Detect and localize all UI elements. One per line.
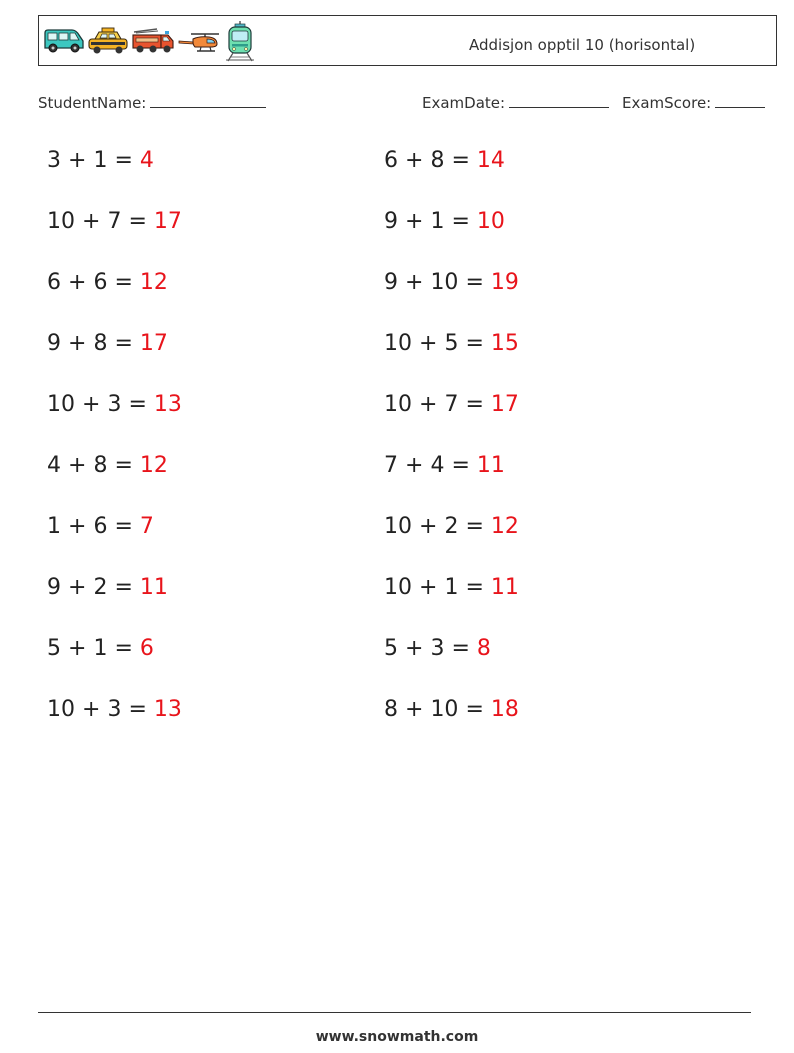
operator: +	[82, 392, 101, 417]
operand-b: 5	[444, 331, 459, 356]
operand-b: 7	[107, 209, 122, 234]
answer: 7	[139, 514, 154, 539]
problem-row	[384, 514, 519, 539]
helicopter-icon	[177, 27, 221, 55]
problem-row	[384, 575, 519, 600]
exam-score-label: ExamScore:	[622, 94, 712, 112]
operand-a: 10	[384, 331, 412, 356]
problem-row	[384, 270, 519, 295]
worksheet-header	[38, 15, 777, 66]
operator: +	[68, 514, 87, 539]
problem-row	[47, 453, 168, 478]
equals-sign: =	[128, 392, 147, 417]
operand-a: 10	[47, 697, 75, 722]
equals-sign: =	[114, 453, 133, 478]
operator: +	[419, 575, 438, 600]
operator: +	[419, 331, 438, 356]
worksheet-title: Addisjon opptil 10 (horisontal)	[469, 36, 696, 54]
answer: 11	[490, 575, 519, 600]
answer: 4	[139, 148, 154, 173]
operator: +	[68, 270, 87, 295]
equals-sign: =	[114, 636, 133, 661]
operand-a: 3	[47, 148, 61, 173]
vehicle-icons	[42, 20, 259, 62]
operator: +	[419, 514, 438, 539]
equals-sign: =	[465, 514, 484, 539]
problem-row	[47, 270, 168, 295]
problem-row	[47, 575, 168, 600]
operand-a: 10	[47, 209, 75, 234]
operand-a: 9	[47, 331, 61, 356]
exam-score-field	[622, 93, 765, 112]
student-name-label: StudentName:	[38, 94, 147, 112]
problem-row	[384, 331, 519, 356]
operator: +	[68, 575, 87, 600]
operator: +	[405, 270, 424, 295]
problem-row	[384, 209, 505, 234]
answer: 12	[139, 270, 168, 295]
operator: +	[405, 636, 424, 661]
equals-sign: =	[451, 453, 470, 478]
operand-b: 3	[107, 392, 122, 417]
problem-row	[47, 331, 168, 356]
operand-a: 9	[47, 575, 61, 600]
answer: 10	[476, 209, 505, 234]
exam-date-label: ExamDate:	[422, 94, 506, 112]
equals-sign: =	[114, 575, 133, 600]
operand-b: 1	[430, 209, 445, 234]
operator: +	[68, 636, 87, 661]
problem-row	[384, 392, 519, 417]
answer: 12	[490, 514, 519, 539]
operand-b: 8	[93, 331, 108, 356]
operand-b: 3	[107, 697, 122, 722]
tram-icon	[223, 20, 257, 62]
operator: +	[82, 209, 101, 234]
operand-a: 10	[384, 514, 412, 539]
operator: +	[405, 453, 424, 478]
operand-a: 7	[384, 453, 398, 478]
student-name-blank[interactable]	[150, 93, 266, 108]
answer: 6	[139, 636, 154, 661]
equals-sign: =	[451, 209, 470, 234]
operator: +	[405, 148, 424, 173]
problem-row	[47, 392, 182, 417]
operand-a: 10	[47, 392, 75, 417]
operand-b: 2	[444, 514, 459, 539]
operator: +	[68, 453, 87, 478]
answer: 13	[153, 392, 182, 417]
operand-b: 7	[444, 392, 459, 417]
answer: 13	[153, 697, 182, 722]
answer: 11	[139, 575, 168, 600]
operand-a: 9	[384, 209, 398, 234]
answer: 19	[490, 270, 519, 295]
problem-row	[47, 697, 182, 722]
answer: 15	[490, 331, 519, 356]
equals-sign: =	[451, 636, 470, 661]
equals-sign: =	[128, 209, 147, 234]
equals-sign: =	[128, 697, 147, 722]
answer: 17	[139, 331, 168, 356]
answer: 18	[490, 697, 519, 722]
answer: 12	[139, 453, 168, 478]
answer: 14	[476, 148, 505, 173]
equals-sign: =	[451, 148, 470, 173]
equals-sign: =	[114, 331, 133, 356]
exam-date-blank[interactable]	[509, 93, 609, 108]
operand-a: 4	[47, 453, 61, 478]
van-icon	[42, 27, 85, 55]
equals-sign: =	[114, 514, 133, 539]
operator: +	[405, 209, 424, 234]
operand-b: 1	[444, 575, 459, 600]
operand-a: 8	[384, 697, 398, 722]
answer: 17	[153, 209, 182, 234]
answer: 11	[476, 453, 505, 478]
operator: +	[68, 331, 87, 356]
equals-sign: =	[465, 270, 484, 295]
operand-b: 8	[430, 148, 445, 173]
operator: +	[405, 697, 424, 722]
equals-sign: =	[465, 697, 484, 722]
footer-divider	[38, 1012, 751, 1013]
problem-row	[384, 148, 505, 173]
operand-b: 6	[93, 514, 108, 539]
equals-sign: =	[114, 148, 133, 173]
operand-a: 6	[47, 270, 61, 295]
student-name-field	[38, 93, 266, 112]
operand-b: 8	[93, 453, 108, 478]
footer-url: www.snowmath.com	[315, 1029, 479, 1045]
problem-row	[384, 453, 505, 478]
equals-sign: =	[465, 392, 484, 417]
operand-b: 10	[430, 697, 459, 722]
problem-row	[47, 209, 182, 234]
answer: 8	[476, 636, 491, 661]
problem-row	[47, 514, 154, 539]
exam-date-field	[422, 93, 609, 112]
problem-row	[384, 636, 491, 661]
fire-truck-icon	[131, 26, 175, 56]
operand-b: 3	[430, 636, 445, 661]
operand-a: 9	[384, 270, 398, 295]
operand-a: 5	[384, 636, 398, 661]
exam-score-blank[interactable]	[715, 93, 765, 108]
operand-a: 6	[384, 148, 398, 173]
answer: 17	[490, 392, 519, 417]
operand-b: 1	[93, 636, 108, 661]
problem-row	[47, 148, 154, 173]
operand-a: 5	[47, 636, 61, 661]
taxi-icon	[87, 26, 129, 56]
operand-b: 1	[93, 148, 108, 173]
equals-sign: =	[465, 331, 484, 356]
operand-b: 10	[430, 270, 459, 295]
operand-b: 6	[93, 270, 108, 295]
problem-row	[384, 697, 519, 722]
operator: +	[82, 697, 101, 722]
problem-row	[47, 636, 154, 661]
operand-b: 2	[93, 575, 108, 600]
operator: +	[68, 148, 87, 173]
equals-sign: =	[114, 270, 133, 295]
operand-a: 1	[47, 514, 61, 539]
operand-a: 10	[384, 575, 412, 600]
operand-b: 4	[430, 453, 445, 478]
equals-sign: =	[465, 575, 484, 600]
operator: +	[419, 392, 438, 417]
operand-a: 10	[384, 392, 412, 417]
